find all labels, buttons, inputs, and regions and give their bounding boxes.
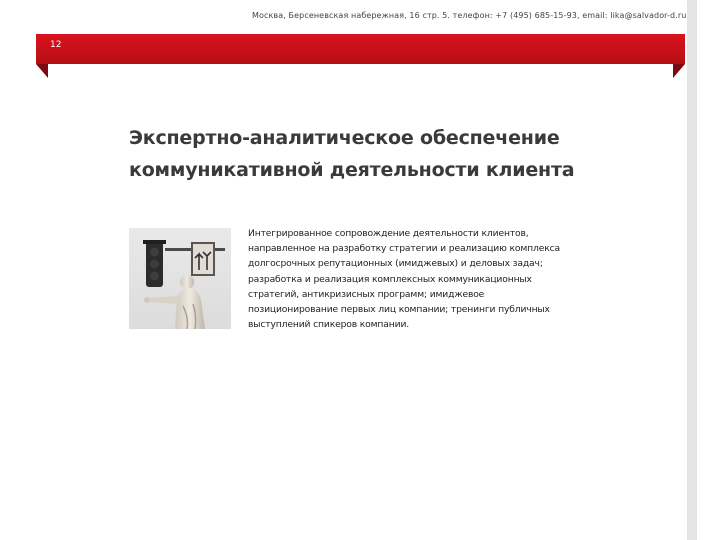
slide-body-text (248, 226, 593, 332)
body-line: направленное на разработку стратегии и реализацию комплекса (248, 243, 560, 255)
body-line: выступлений спикеров компании. (248, 319, 410, 331)
body-line: долгосрочных репутационных (имиджевых) и деловых задач; (248, 258, 543, 270)
body-line: разработка и реализация комплексных коммуникационных (248, 273, 532, 285)
ribbon-fold-right (673, 64, 685, 78)
body-line: Интегрированное сопровождение деятельности клиентов, (248, 228, 529, 239)
slide-title-line-2: коммуникативной деятельности клиента (129, 159, 575, 181)
body-line: позиционирование первых лиц компании; тренинги публичных (248, 304, 550, 316)
ribbon-fold-left (36, 64, 48, 78)
slide-title-line-1: Экспертно-аналитическое обеспечение (129, 127, 560, 149)
red-ribbon (36, 34, 685, 64)
contact-info: Москва, Берсеневская набережная, 16 стр. 5. телефон: +7 (495) 685-15-93, email: lika@salvador-d.ru (252, 11, 687, 20)
statue-traffic-light-photo (129, 228, 231, 329)
body-line: стратегий, антикризисных программ; имиджевое (248, 288, 485, 300)
slide-title (129, 122, 629, 186)
page-side-strip (687, 0, 697, 540)
page-number: 12 (50, 40, 62, 50)
